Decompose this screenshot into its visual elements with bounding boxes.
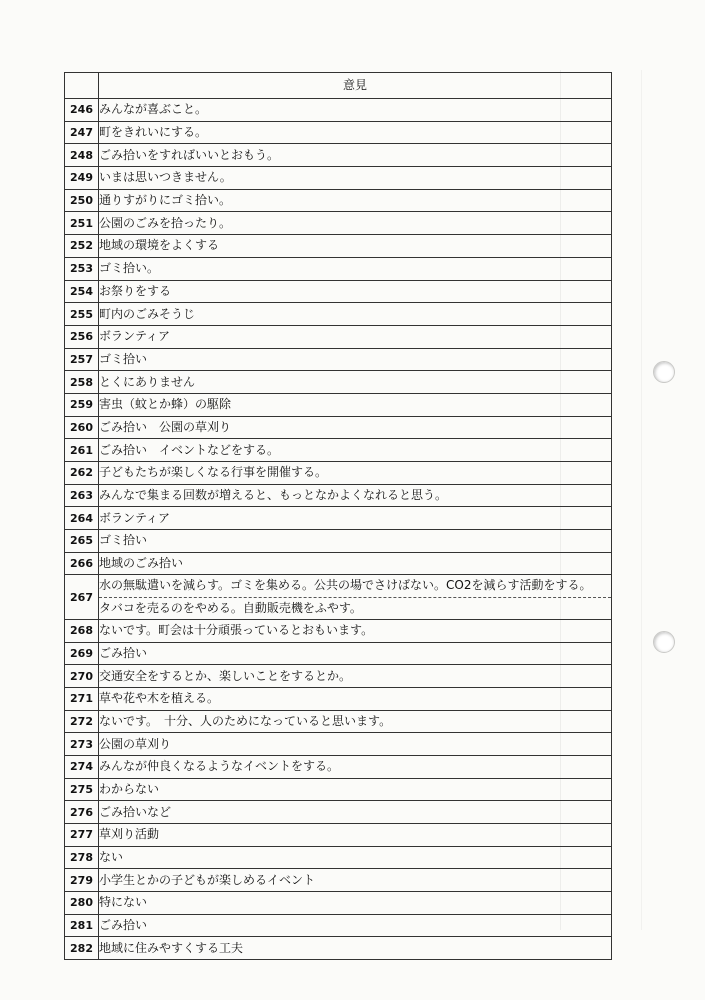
row-number: 249 xyxy=(65,167,99,190)
row-number: 265 xyxy=(65,530,99,553)
row-opinion: 子どもたちが楽しくなる行事を開催する。 xyxy=(99,462,612,485)
table-row xyxy=(65,121,612,144)
row-number: 267 xyxy=(65,575,99,619)
row-number: 269 xyxy=(65,642,99,665)
row-opinion: 通りすがりにゴミ拾い。 xyxy=(99,189,612,212)
row-number: 273 xyxy=(65,733,99,756)
table-row xyxy=(65,642,612,665)
row-opinion: お祭りをする xyxy=(99,280,612,303)
opinion-line: タバコを売るのをやめる。自動販売機をふやす。 xyxy=(99,597,611,619)
row-opinion xyxy=(99,575,612,619)
row-number: 266 xyxy=(65,552,99,575)
row-number: 278 xyxy=(65,846,99,869)
row-number: 264 xyxy=(65,507,99,530)
table-row xyxy=(65,869,612,892)
row-opinion: みんなが仲良くなるようなイベントをする。 xyxy=(99,755,612,778)
table-row xyxy=(65,484,612,507)
row-number: 268 xyxy=(65,619,99,642)
row-number: 254 xyxy=(65,280,99,303)
header-number xyxy=(65,73,99,99)
table-row xyxy=(65,778,612,801)
row-opinion: 地域の環境をよくする xyxy=(99,235,612,258)
row-opinion: ごみ拾い 公園の草刈り xyxy=(99,416,612,439)
row-opinion: 草や花や木を植える。 xyxy=(99,687,612,710)
row-number: 263 xyxy=(65,484,99,507)
table-row xyxy=(65,755,612,778)
row-number: 256 xyxy=(65,325,99,348)
row-opinion: ないです。町会は十分頑張っているとおもいます。 xyxy=(99,619,612,642)
table-row xyxy=(65,552,612,575)
table-row xyxy=(65,303,612,326)
row-number: 279 xyxy=(65,869,99,892)
table-row xyxy=(65,280,612,303)
table-row xyxy=(65,257,612,280)
row-number: 250 xyxy=(65,189,99,212)
table-row xyxy=(65,393,612,416)
punch-hole-lower xyxy=(653,631,675,653)
row-number: 257 xyxy=(65,348,99,371)
table-row xyxy=(65,937,612,960)
row-number: 253 xyxy=(65,257,99,280)
header-opinion: 意見 xyxy=(99,73,612,99)
row-opinion: いまは思いつきません。 xyxy=(99,167,612,190)
table-row xyxy=(65,325,612,348)
row-number: 276 xyxy=(65,801,99,824)
table-row xyxy=(65,665,612,688)
row-opinion: わからない xyxy=(99,778,612,801)
row-opinion: みんなが喜ぶこと。 xyxy=(99,99,612,122)
row-opinion: ごみ拾いをすればいいとおもう。 xyxy=(99,144,612,167)
table-row xyxy=(65,892,612,915)
table-row xyxy=(65,846,612,869)
row-number: 272 xyxy=(65,710,99,733)
table-row xyxy=(65,189,612,212)
row-opinion: ゴミ拾い。 xyxy=(99,257,612,280)
row-opinion: 害虫（蚊とか蜂）の駆除 xyxy=(99,393,612,416)
row-number: 255 xyxy=(65,303,99,326)
table-row xyxy=(65,687,612,710)
row-opinion: ない xyxy=(99,846,612,869)
table-row xyxy=(65,710,612,733)
row-number: 248 xyxy=(65,144,99,167)
row-number: 282 xyxy=(65,937,99,960)
table-row xyxy=(65,212,612,235)
table-row xyxy=(65,619,612,642)
row-number: 258 xyxy=(65,371,99,394)
row-opinion: みんなで集まる回数が増えると、もっとなかよくなれると思う。 xyxy=(99,484,612,507)
table-row xyxy=(65,801,612,824)
row-opinion: ゴミ拾い xyxy=(99,530,612,553)
row-opinion: ごみ拾いなど xyxy=(99,801,612,824)
row-opinion: とくにありません xyxy=(99,371,612,394)
table-row xyxy=(65,914,612,937)
row-number: 246 xyxy=(65,99,99,122)
table-row xyxy=(65,416,612,439)
table-row xyxy=(65,144,612,167)
row-opinion: ごみ拾い xyxy=(99,914,612,937)
row-opinion: 特にない xyxy=(99,892,612,915)
row-number: 262 xyxy=(65,462,99,485)
table-row xyxy=(65,371,612,394)
row-opinion: 小学生とかの子どもが楽しめるイベント xyxy=(99,869,612,892)
row-number: 271 xyxy=(65,687,99,710)
row-number: 274 xyxy=(65,755,99,778)
table-row xyxy=(65,167,612,190)
row-number: 280 xyxy=(65,892,99,915)
row-opinion: ボランティア xyxy=(99,507,612,530)
punch-hole-upper xyxy=(653,361,675,383)
table-row xyxy=(65,439,612,462)
row-number: 260 xyxy=(65,416,99,439)
table-row xyxy=(65,575,612,619)
row-opinion: 交通安全をするとか、楽しいことをするとか。 xyxy=(99,665,612,688)
table-row xyxy=(65,235,612,258)
row-number: 247 xyxy=(65,121,99,144)
row-number: 251 xyxy=(65,212,99,235)
row-opinion: ボランティア xyxy=(99,325,612,348)
row-number: 277 xyxy=(65,824,99,847)
row-opinion: ないです。 十分、人のためになっていると思います。 xyxy=(99,710,612,733)
table-body xyxy=(65,99,612,960)
header-row xyxy=(65,73,612,99)
row-opinion: 町内のごみそうじ xyxy=(99,303,612,326)
row-number: 270 xyxy=(65,665,99,688)
table-row xyxy=(65,348,612,371)
row-number: 259 xyxy=(65,393,99,416)
row-number: 281 xyxy=(65,914,99,937)
row-opinion: 地域のごみ拾い xyxy=(99,552,612,575)
row-number: 275 xyxy=(65,778,99,801)
row-opinion: ごみ拾い xyxy=(99,642,612,665)
table-row xyxy=(65,507,612,530)
table-row xyxy=(65,824,612,847)
row-number: 261 xyxy=(65,439,99,462)
row-opinion: ゴミ拾い xyxy=(99,348,612,371)
opinion-table xyxy=(64,72,612,960)
table-row xyxy=(65,733,612,756)
row-opinion: 公園の草刈り xyxy=(99,733,612,756)
row-opinion: 地域に住みやすくする工夫 xyxy=(99,937,612,960)
row-opinion: 公園のごみを拾ったり。 xyxy=(99,212,612,235)
row-number: 252 xyxy=(65,235,99,258)
table-row xyxy=(65,99,612,122)
table-row xyxy=(65,530,612,553)
row-opinion: 草刈り活動 xyxy=(99,824,612,847)
row-opinion: ごみ拾い イベントなどをする。 xyxy=(99,439,612,462)
row-opinion: 町をきれいにする。 xyxy=(99,121,612,144)
opinion-line: 水の無駄遣いを減らす。ゴミを集める。公共の場でさけばない。CO2を減らす活動をする。 xyxy=(99,578,592,593)
table-row xyxy=(65,462,612,485)
